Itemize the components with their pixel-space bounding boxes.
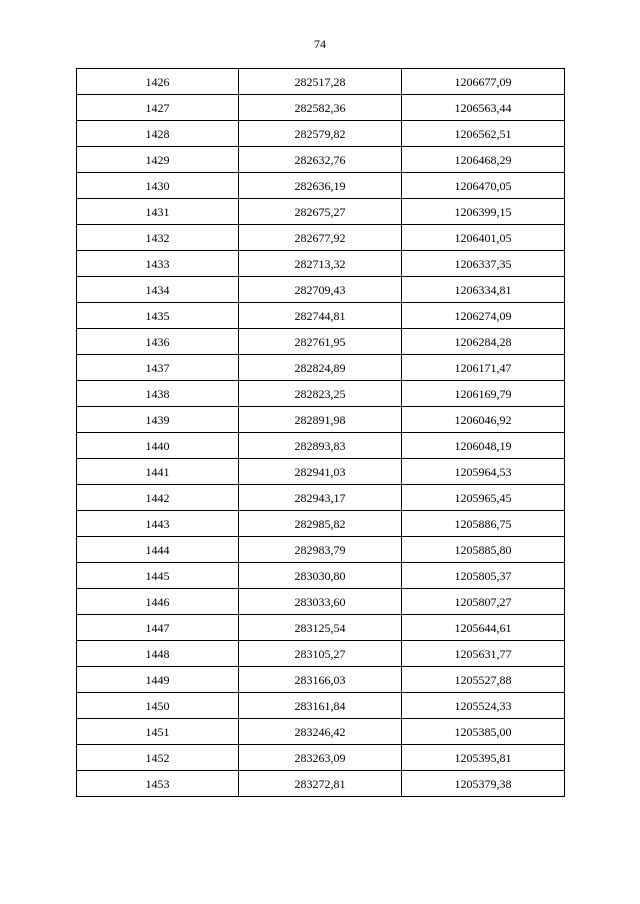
y-coordinate-cell: 1206470,05 bbox=[402, 173, 565, 199]
table-row bbox=[77, 381, 565, 407]
x-coordinate-cell: 282744,81 bbox=[239, 303, 402, 329]
x-coordinate-cell: 282582,36 bbox=[239, 95, 402, 121]
x-coordinate-cell: 282579,82 bbox=[239, 121, 402, 147]
table-row bbox=[77, 69, 565, 95]
y-coordinate-cell: 1205395,81 bbox=[402, 745, 565, 771]
table-row bbox=[77, 329, 565, 355]
y-coordinate-cell: 1206401,05 bbox=[402, 225, 565, 251]
point-number-cell: 1443 bbox=[77, 511, 239, 537]
y-coordinate-cell: 1205379,38 bbox=[402, 771, 565, 797]
x-coordinate-cell: 282824,89 bbox=[239, 355, 402, 381]
x-coordinate-cell: 282761,95 bbox=[239, 329, 402, 355]
x-coordinate-cell: 283166,03 bbox=[239, 667, 402, 693]
point-number-cell: 1447 bbox=[77, 615, 239, 641]
point-number-cell: 1432 bbox=[77, 225, 239, 251]
x-coordinate-cell: 282891,98 bbox=[239, 407, 402, 433]
y-coordinate-cell: 1206046,92 bbox=[402, 407, 565, 433]
y-coordinate-cell: 1205886,75 bbox=[402, 511, 565, 537]
point-number-cell: 1434 bbox=[77, 277, 239, 303]
table-row bbox=[77, 563, 565, 589]
x-coordinate-cell: 282713,32 bbox=[239, 251, 402, 277]
table-row bbox=[77, 251, 565, 277]
point-number-cell: 1436 bbox=[77, 329, 239, 355]
point-number-cell: 1452 bbox=[77, 745, 239, 771]
y-coordinate-cell: 1206468,29 bbox=[402, 147, 565, 173]
x-coordinate-cell: 282677,92 bbox=[239, 225, 402, 251]
y-coordinate-cell: 1205644,61 bbox=[402, 615, 565, 641]
x-coordinate-cell: 282632,76 bbox=[239, 147, 402, 173]
x-coordinate-cell: 283030,80 bbox=[239, 563, 402, 589]
y-coordinate-cell: 1206563,44 bbox=[402, 95, 565, 121]
x-coordinate-cell: 283263,09 bbox=[239, 745, 402, 771]
table-row bbox=[77, 745, 565, 771]
point-number-cell: 1435 bbox=[77, 303, 239, 329]
y-coordinate-cell: 1206171,47 bbox=[402, 355, 565, 381]
point-number-cell: 1451 bbox=[77, 719, 239, 745]
table-row bbox=[77, 771, 565, 797]
point-number-cell: 1431 bbox=[77, 199, 239, 225]
x-coordinate-cell: 283105,27 bbox=[239, 641, 402, 667]
x-coordinate-cell: 283033,60 bbox=[239, 589, 402, 615]
y-coordinate-cell: 1206169,79 bbox=[402, 381, 565, 407]
table-row bbox=[77, 225, 565, 251]
y-coordinate-cell: 1205885,80 bbox=[402, 537, 565, 563]
table-row bbox=[77, 121, 565, 147]
x-coordinate-cell: 282983,79 bbox=[239, 537, 402, 563]
point-number-cell: 1445 bbox=[77, 563, 239, 589]
y-coordinate-cell: 1205965,45 bbox=[402, 485, 565, 511]
table-row bbox=[77, 719, 565, 745]
x-coordinate-cell: 282941,03 bbox=[239, 459, 402, 485]
table-row bbox=[77, 95, 565, 121]
table-row bbox=[77, 277, 565, 303]
table-row bbox=[77, 589, 565, 615]
y-coordinate-cell: 1205527,88 bbox=[402, 667, 565, 693]
table-row bbox=[77, 199, 565, 225]
table-row bbox=[77, 459, 565, 485]
point-number-cell: 1446 bbox=[77, 589, 239, 615]
x-coordinate-cell: 283272,81 bbox=[239, 771, 402, 797]
point-number-cell: 1448 bbox=[77, 641, 239, 667]
table-row bbox=[77, 615, 565, 641]
x-coordinate-cell: 283161,84 bbox=[239, 693, 402, 719]
x-coordinate-cell: 282517,28 bbox=[239, 69, 402, 95]
table-row bbox=[77, 147, 565, 173]
x-coordinate-cell: 282893,83 bbox=[239, 433, 402, 459]
table-row bbox=[77, 407, 565, 433]
table-row bbox=[77, 511, 565, 537]
y-coordinate-cell: 1206284,28 bbox=[402, 329, 565, 355]
point-number-cell: 1437 bbox=[77, 355, 239, 381]
point-number-cell: 1430 bbox=[77, 173, 239, 199]
point-number-cell: 1438 bbox=[77, 381, 239, 407]
y-coordinate-cell: 1206274,09 bbox=[402, 303, 565, 329]
x-coordinate-cell: 282675,27 bbox=[239, 199, 402, 225]
table-row bbox=[77, 641, 565, 667]
x-coordinate-cell: 283246,42 bbox=[239, 719, 402, 745]
x-coordinate-cell: 282636,19 bbox=[239, 173, 402, 199]
y-coordinate-cell: 1206562,51 bbox=[402, 121, 565, 147]
y-coordinate-cell: 1205805,37 bbox=[402, 563, 565, 589]
table-row bbox=[77, 173, 565, 199]
point-number-cell: 1449 bbox=[77, 667, 239, 693]
y-coordinate-cell: 1206048,19 bbox=[402, 433, 565, 459]
table-row bbox=[77, 537, 565, 563]
point-number-cell: 1427 bbox=[77, 95, 239, 121]
table-row bbox=[77, 485, 565, 511]
point-number-cell: 1428 bbox=[77, 121, 239, 147]
point-number-cell: 1441 bbox=[77, 459, 239, 485]
x-coordinate-cell: 282985,82 bbox=[239, 511, 402, 537]
coordinates-table bbox=[76, 68, 565, 797]
table-row bbox=[77, 433, 565, 459]
x-coordinate-cell: 282823,25 bbox=[239, 381, 402, 407]
point-number-cell: 1450 bbox=[77, 693, 239, 719]
point-number-cell: 1426 bbox=[77, 69, 239, 95]
y-coordinate-cell: 1206399,15 bbox=[402, 199, 565, 225]
table-row bbox=[77, 355, 565, 381]
x-coordinate-cell: 282943,17 bbox=[239, 485, 402, 511]
x-coordinate-cell: 282709,43 bbox=[239, 277, 402, 303]
y-coordinate-cell: 1206677,09 bbox=[402, 69, 565, 95]
point-number-cell: 1440 bbox=[77, 433, 239, 459]
coordinates-table-body bbox=[77, 69, 565, 797]
table-row bbox=[77, 303, 565, 329]
table-row bbox=[77, 667, 565, 693]
point-number-cell: 1442 bbox=[77, 485, 239, 511]
y-coordinate-cell: 1205964,53 bbox=[402, 459, 565, 485]
y-coordinate-cell: 1205385,00 bbox=[402, 719, 565, 745]
table-row bbox=[77, 693, 565, 719]
point-number-cell: 1439 bbox=[77, 407, 239, 433]
y-coordinate-cell: 1206334,81 bbox=[402, 277, 565, 303]
point-number-cell: 1433 bbox=[77, 251, 239, 277]
x-coordinate-cell: 283125,54 bbox=[239, 615, 402, 641]
point-number-cell: 1429 bbox=[77, 147, 239, 173]
point-number-cell: 1444 bbox=[77, 537, 239, 563]
y-coordinate-cell: 1205524,33 bbox=[402, 693, 565, 719]
y-coordinate-cell: 1206337,35 bbox=[402, 251, 565, 277]
point-number-cell: 1453 bbox=[77, 771, 239, 797]
y-coordinate-cell: 1205631,77 bbox=[402, 641, 565, 667]
y-coordinate-cell: 1205807,27 bbox=[402, 589, 565, 615]
page-number: 74 bbox=[314, 37, 326, 51]
